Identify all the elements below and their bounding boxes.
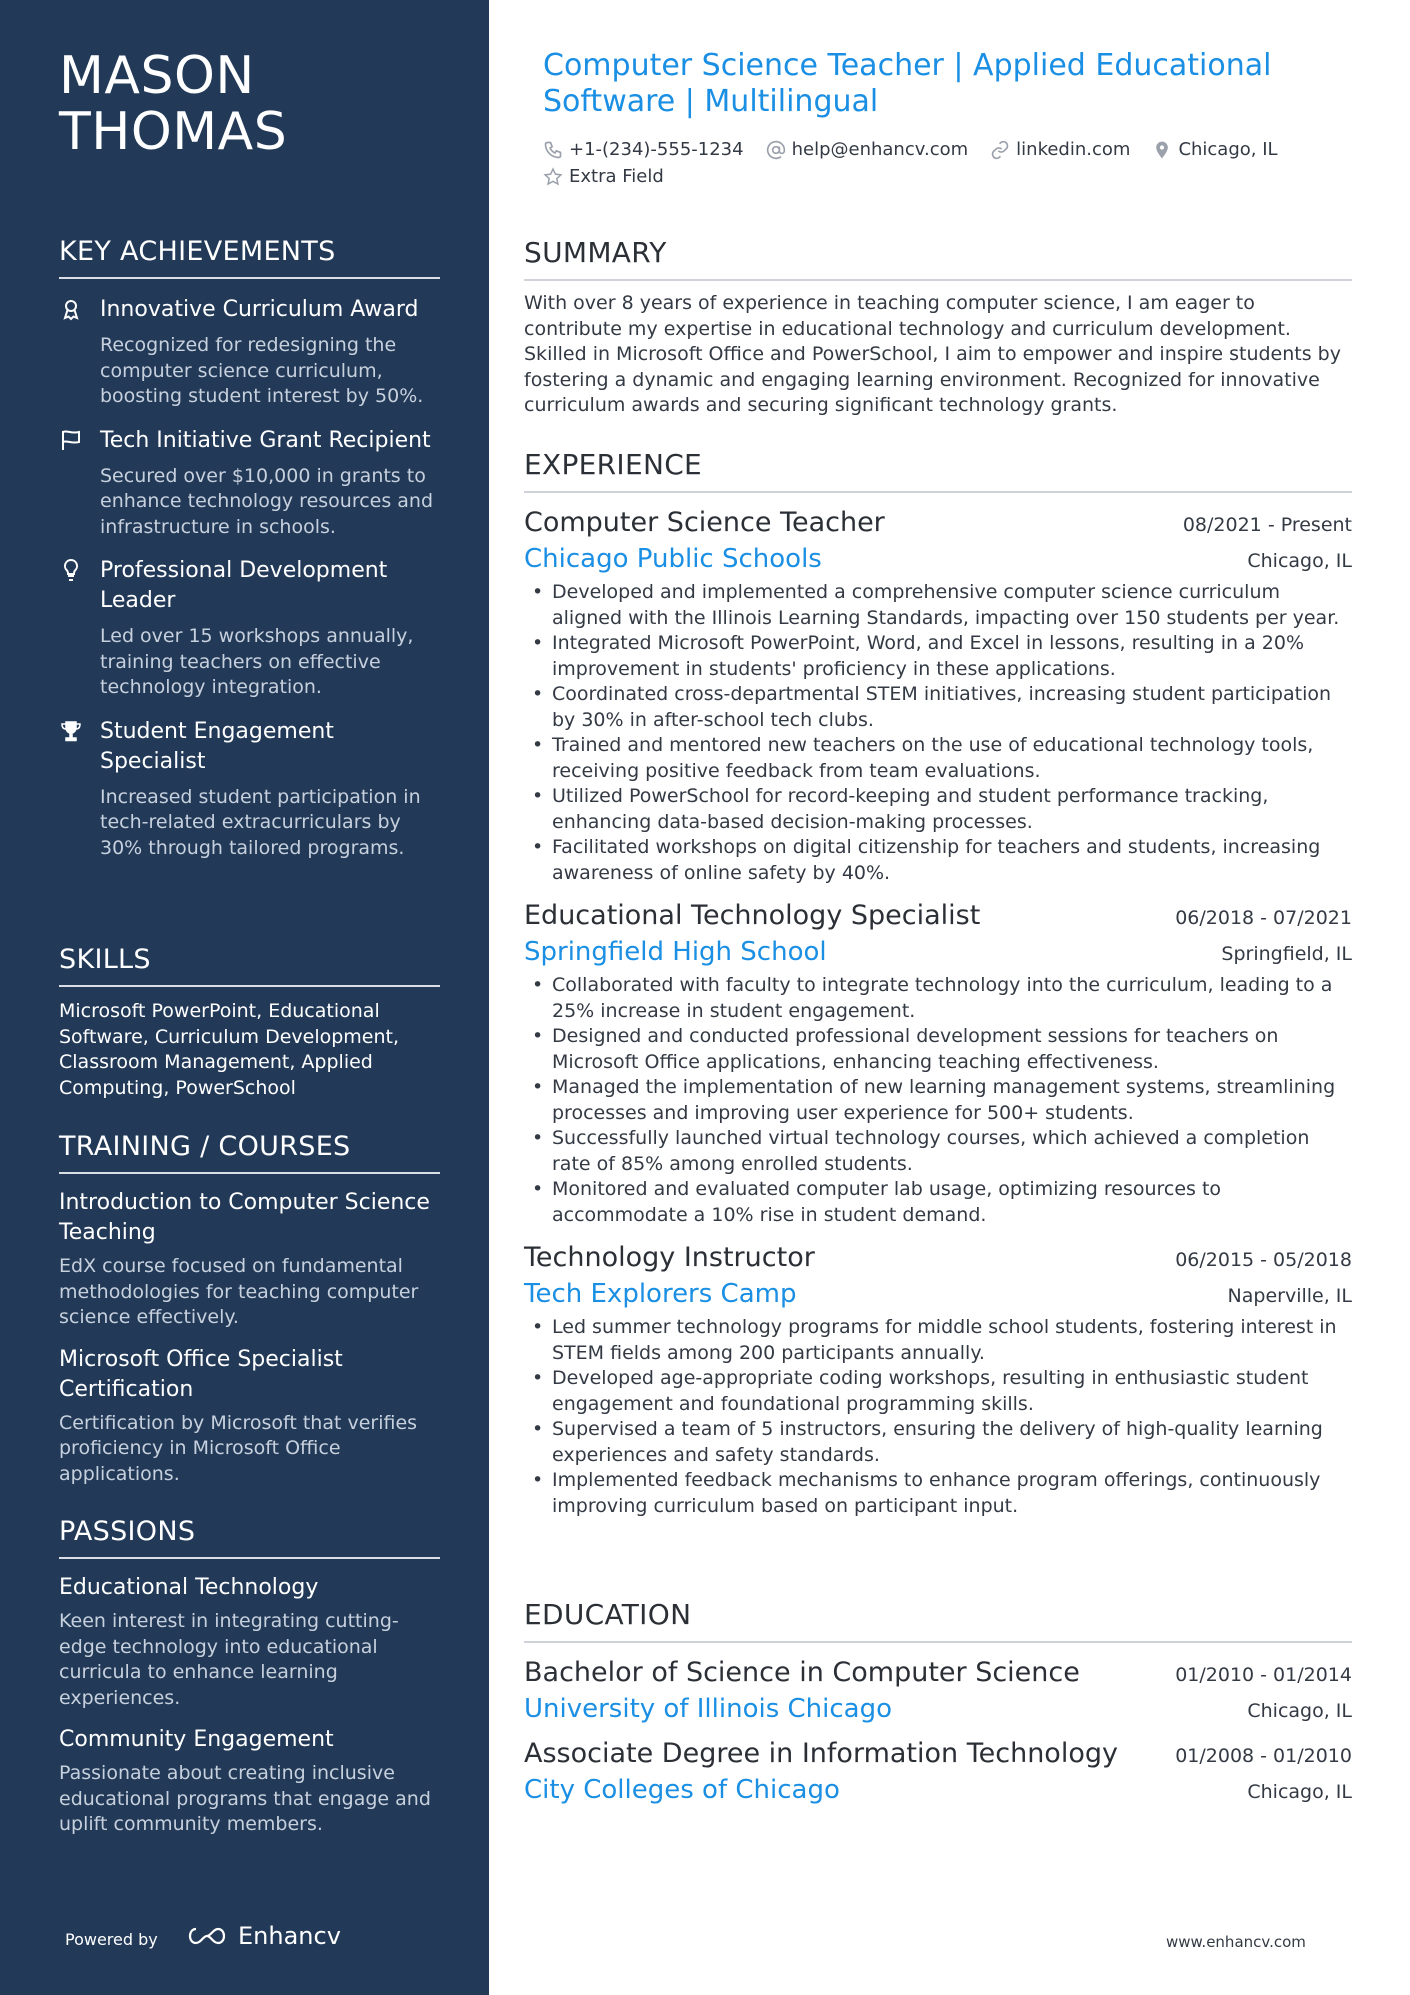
- achievement-title: Tech Initiative Grant Recipient: [100, 427, 431, 453]
- skills-section: [59, 944, 440, 1101]
- education-date: 01/2010 - 01/2014: [1175, 1664, 1352, 1686]
- candidate-name: [59, 48, 359, 160]
- job-location: Naperville, IL: [1227, 1285, 1352, 1307]
- course-item: [59, 1345, 440, 1488]
- job-entry: [524, 507, 1352, 886]
- enhancv-logo[interactable]: [184, 1922, 341, 1950]
- achievement-title: Professional Development Leader: [100, 558, 388, 613]
- contact-linkedin[interactable]: [990, 139, 1130, 160]
- job-title: Educational Technology Specialist: [524, 900, 981, 931]
- experience-heading: EXPERIENCE: [524, 448, 1352, 493]
- passion-item: [59, 1573, 440, 1711]
- passion-item: [59, 1725, 440, 1838]
- passions-section: [59, 1516, 440, 1838]
- summary-text: With over 8 years of experience in teaching computer science, I am eager to contribute my expertise in educational technology and curriculum development. Skilled in Microsoft Office and PowerSchool, I aim to empower and inspire students by fostering a dynamic and engaging learning environment. Recognized for innovative curriculum awards and securing significant technology grants.: [524, 292, 1341, 416]
- job-bullet: • Implemented feedback mechanisms to enhance program offerings, continuously improving curriculum based on participant input.: [524, 1468, 1352, 1519]
- job-bullet: • Monitored and evaluated computer lab usage, optimizing resources to accommodate a 10% rise in student demand.: [524, 1177, 1352, 1228]
- location-pin-icon: [1152, 140, 1172, 160]
- job-bullets: [524, 973, 1352, 1228]
- school-name: University of Illinois Chicago: [524, 1694, 892, 1724]
- linkedin-text: linkedin.com: [1016, 139, 1131, 160]
- course-desc: Certification by Microsoft that verifies proficiency in Microsoft Office applications.: [59, 1411, 418, 1485]
- job-location: Chicago, IL: [1247, 550, 1352, 572]
- training-heading: TRAINING / COURSES: [59, 1131, 440, 1174]
- award-icon: [59, 297, 83, 321]
- job-bullet: • Supervised a team of 5 instructors, ensuring the delivery of high-quality learning experiences and safety standards.: [524, 1417, 1352, 1468]
- enhancv-logo-icon: [184, 1924, 230, 1948]
- contact-location: [1152, 139, 1277, 160]
- course-desc: EdX course focused on fundamental methodologies for teaching computer science effectively.: [59, 1255, 419, 1328]
- job-bullet: • Developed and implemented a comprehensive computer science curriculum aligned with the Illinois Learning Standards, impacting over 150 students per year.: [524, 580, 1352, 631]
- contact-extra: [543, 166, 664, 187]
- email-text: help@enhancv.com: [791, 139, 969, 160]
- training-section: [59, 1131, 440, 1487]
- job-bullet: • Designed and conducted professional development sessions for teachers on Microsoft Office applications, enhancing teaching effectiveness.: [524, 1024, 1352, 1075]
- phone-icon: [543, 140, 563, 160]
- education-section: [524, 1598, 1352, 1805]
- education-location: Chicago, IL: [1247, 1781, 1352, 1803]
- passion-desc: Keen interest in integrating cutting-edge technology into educational curricula to enhance learning experiences.: [59, 1610, 399, 1709]
- education-heading: EDUCATION: [524, 1598, 1352, 1643]
- achievement-item: [59, 295, 440, 410]
- passion-title: Community Engagement: [59, 1727, 334, 1752]
- achievement-title: Innovative Curriculum Award: [100, 297, 419, 322]
- skills-heading: SKILLS: [59, 944, 440, 987]
- contact-email[interactable]: [766, 139, 969, 160]
- skills-list: Microsoft PowerPoint, Educational Software, Curriculum Development, Classroom Management, Applied Computing, PowerSchool: [59, 1000, 400, 1099]
- job-date: 08/2021 - Present: [1182, 514, 1352, 536]
- powered-by-label: Powered by: [65, 1930, 158, 1949]
- flag-icon: [59, 428, 83, 452]
- job-bullet: • Led summer technology programs for middle school students, fostering interest in STEM fields among 200 participants annually.: [524, 1315, 1352, 1366]
- job-bullet: • Coordinated cross-departmental STEM initiatives, increasing student participation by 30% in after-school tech clubs.: [524, 682, 1352, 733]
- phone-text: +1-(234)-555-1234: [569, 139, 744, 160]
- job-bullet: • Managed the implementation of new learning management systems, streamlining processes and improving user experience for 500+ students.: [524, 1075, 1352, 1126]
- job-date: 06/2018 - 07/2021: [1175, 907, 1352, 929]
- achievement-item: [59, 426, 440, 541]
- achievement-desc: Increased student participation in tech-related extracurriculars by 30% through tailored programs.: [100, 785, 421, 859]
- candidate-name-text: MASON THOMAS: [59, 46, 288, 162]
- job-bullet: • Collaborated with faculty to integrate technology into the curriculum, leading to a 25% increase in student engagement.: [524, 973, 1352, 1024]
- job-company: Chicago Public Schools: [524, 544, 822, 574]
- education-location: Chicago, IL: [1247, 1700, 1352, 1722]
- course-title: Microsoft Office Specialist Certification: [59, 1346, 343, 1402]
- school-name: City Colleges of Chicago: [524, 1775, 840, 1805]
- job-date: 06/2015 - 05/2018: [1175, 1249, 1352, 1271]
- education-entry: [524, 1738, 1352, 1805]
- passion-desc: Passionate about creating inclusive educational programs that engage and uplift community members.: [59, 1762, 431, 1835]
- job-bullet: • Facilitated workshops on digital citizenship for teachers and students, increasing awareness of online safety by 40%.: [524, 835, 1352, 886]
- job-title: Technology Instructor: [524, 1242, 815, 1273]
- job-title: Computer Science Teacher: [524, 507, 885, 538]
- education-entry: [524, 1657, 1352, 1724]
- education-date: 01/2008 - 01/2010: [1175, 1745, 1352, 1767]
- link-icon: [990, 140, 1010, 160]
- degree-title: Associate Degree in Information Technology: [524, 1738, 1118, 1769]
- contact-phone[interactable]: [543, 139, 744, 160]
- job-bullets: [524, 1315, 1352, 1519]
- achievement-item: [59, 556, 440, 701]
- job-bullets: [524, 580, 1352, 886]
- at-icon: [766, 140, 786, 160]
- job-entry: [524, 900, 1352, 1228]
- job-company: Tech Explorers Camp: [524, 1279, 797, 1309]
- course-title: Introduction to Computer Science Teaching: [59, 1190, 430, 1245]
- location-text: Chicago, IL: [1178, 139, 1278, 160]
- job-bullet: • Trained and mentored new teachers on the use of educational technology tools, receiving positive feedback from team evaluations.: [524, 733, 1352, 784]
- trophy-icon: [59, 719, 83, 743]
- job-bullet: • Integrated Microsoft PowerPoint, Word, and Excel in lessons, resulting in a 20% improvement in students' proficiency in these applications.: [524, 631, 1352, 682]
- enhancv-logo-text: Enhancv: [238, 1922, 341, 1950]
- job-bullet: • Successfully launched virtual technology courses, which achieved a completion rate of 85% among enrolled students.: [524, 1126, 1352, 1177]
- achievement-desc: Led over 15 workshops annually, training teachers on effective technology integration.: [100, 625, 414, 698]
- star-icon: [543, 167, 563, 187]
- summary-section: [524, 236, 1352, 419]
- achievement-title: Student Engagement Specialist: [100, 718, 334, 774]
- contact-info: [543, 136, 1343, 190]
- degree-title: Bachelor of Science in Computer Science: [524, 1657, 1080, 1688]
- achievement-desc: Recognized for redesigning the computer science curriculum, boosting student interest by 50%.: [100, 334, 424, 407]
- summary-heading: SUMMARY: [524, 236, 1352, 281]
- lightbulb-icon: [59, 558, 83, 582]
- job-bullet: • Utilized PowerSchool for record-keeping and student performance tracking, enhancing data-based decision-making processes.: [524, 784, 1352, 835]
- extra-text: Extra Field: [569, 166, 664, 187]
- job-location: Springfield, IL: [1221, 943, 1352, 965]
- sidebar: [0, 0, 489, 1995]
- passion-title: Educational Technology: [59, 1575, 319, 1600]
- achievements-heading: KEY ACHIEVEMENTS: [59, 236, 440, 279]
- course-item: [59, 1188, 440, 1331]
- job-company: Springfield High School: [524, 937, 827, 967]
- footer-url[interactable]: www.enhancv.com: [1166, 1933, 1306, 1951]
- achievement-item: [59, 717, 440, 862]
- achievements-section: [59, 236, 440, 861]
- experience-section: [524, 448, 1352, 1519]
- passions-heading: PASSIONS: [59, 1516, 440, 1559]
- job-entry: [524, 1242, 1352, 1519]
- job-bullet: • Developed age-appropriate coding workshops, resulting in enthusiastic student engagement and foundational programming skills.: [524, 1366, 1352, 1417]
- achievement-desc: Secured over $10,000 in grants to enhance technology resources and infrastructure in schools.: [100, 464, 434, 538]
- headline: Computer Science Teacher | Applied Educational Software | Multilingual: [543, 48, 1272, 119]
